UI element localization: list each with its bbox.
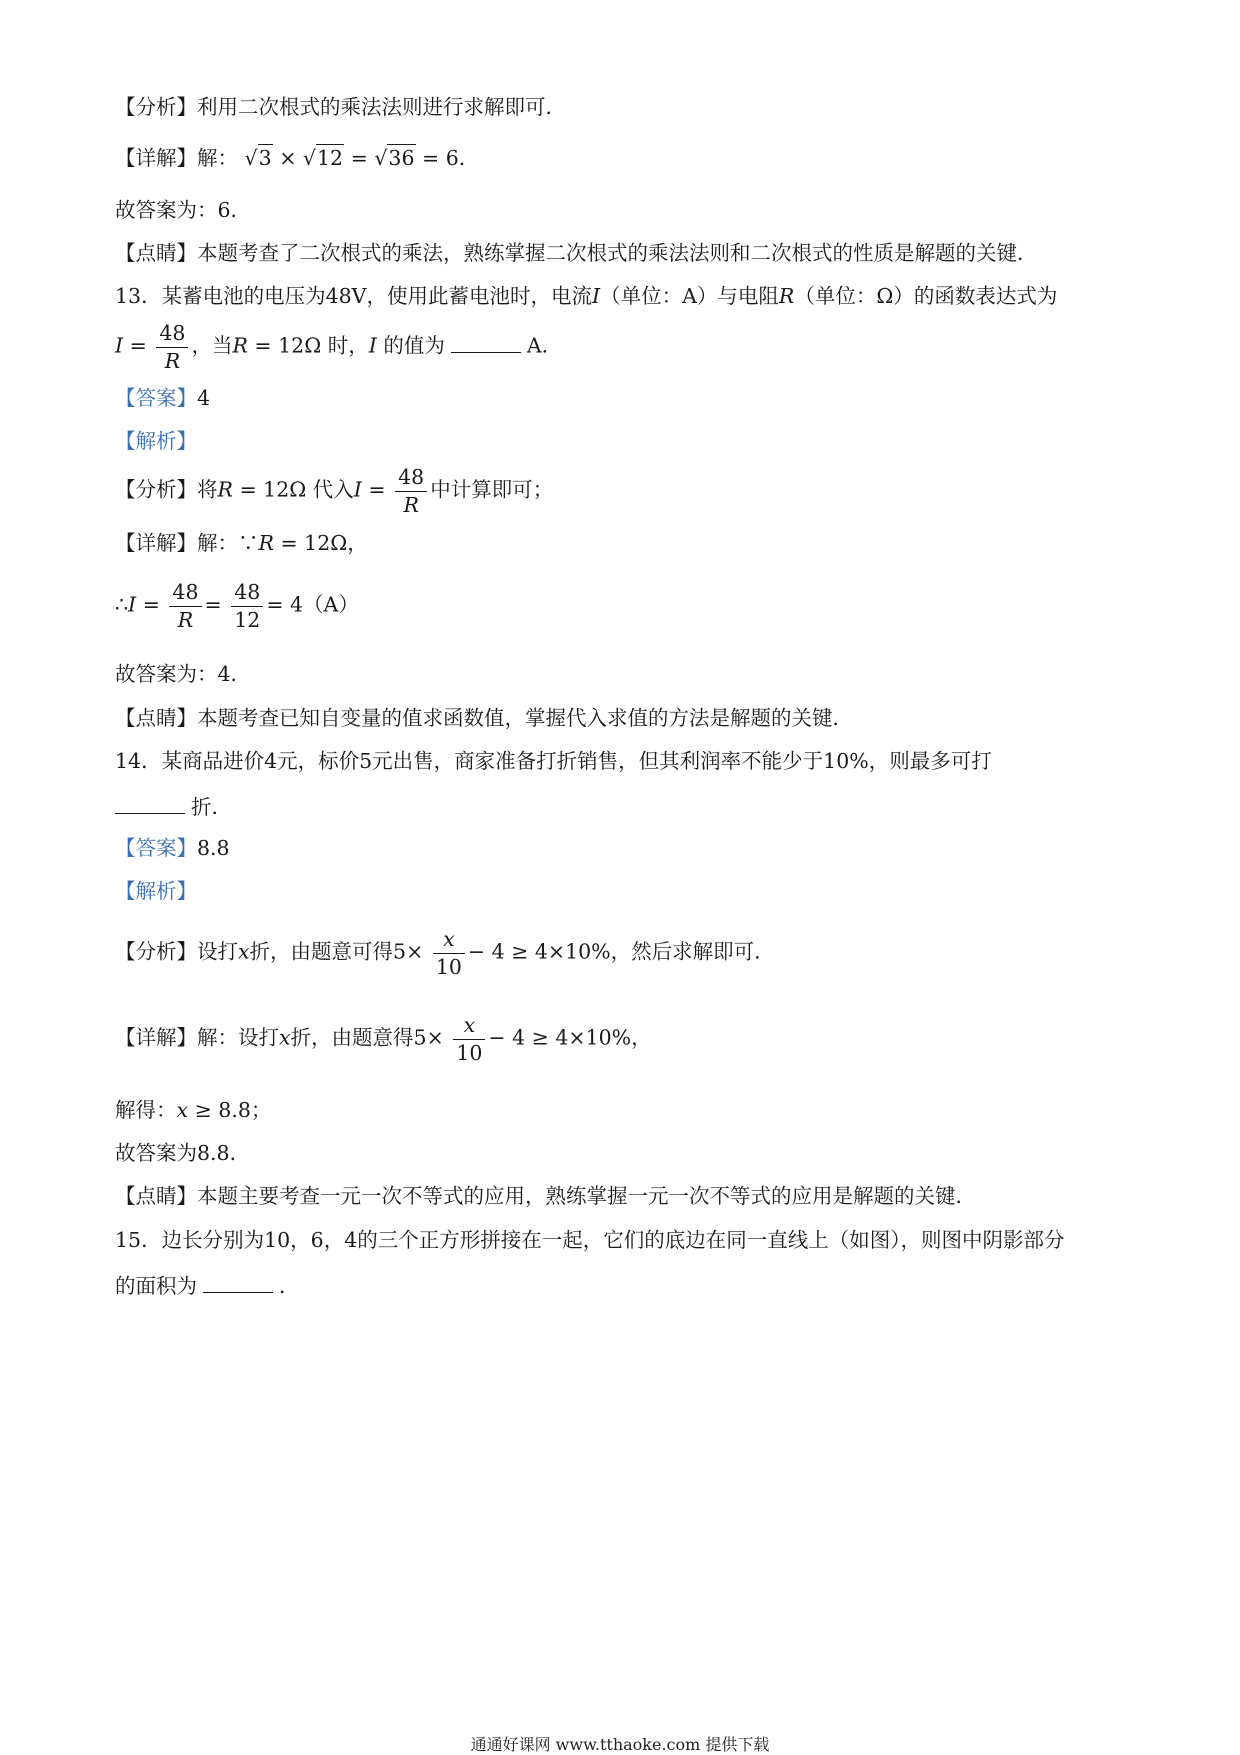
section-tag: 【详解】 — [115, 531, 197, 555]
section-tag: 【详解】 — [115, 146, 197, 170]
answer-tag: 【答案】 — [115, 836, 197, 860]
calculation-line-13: ∴I = $\frac{48}{R}$ = $\frac{48}{12}$ = 4（A） — [115, 580, 359, 632]
answer-line-12: 故答案为：6． — [115, 198, 252, 222]
answer-tag: 【答案】 — [115, 386, 197, 410]
fraction: $\frac{48}{R}$ — [156, 322, 188, 372]
answer-blank — [115, 795, 185, 814]
comment-line-13: 【点睛】本题考查已知自变量的值求函数值，掌握代入求值的方法是解题的关键． — [115, 706, 853, 730]
question-14-line-2: 折． — [115, 795, 232, 818]
analysis-line-14: 【分析】设打x折，由题意可得5× $\frac{x}{10}$ − 4 ≥ 4×10%，然后求解即可． — [115, 927, 775, 979]
fraction: $\frac{x}{10}$ — [433, 928, 465, 978]
comment-line-14: 【点睛】本题主要考查一元一次不等式的应用，熟练掌握一元一次不等式的应用是解题的关键． — [115, 1184, 976, 1208]
analysis-line-12: 【分析】利用二次根式的乘法法则进行求解即可． — [115, 95, 566, 119]
answer-line-14: 故答案为8.8． — [115, 1141, 251, 1165]
section-tag: 【点睛】 — [115, 706, 197, 730]
section-tag: 【分析】 — [115, 477, 197, 502]
fraction: $\frac{x}{10}$ — [453, 1014, 485, 1064]
solution-tag: 【解析】 — [115, 429, 197, 453]
sqrt-expression: √12 — [302, 146, 344, 170]
section-tag: 【点睛】 — [115, 241, 197, 265]
answer-14: 【答案】8.8 — [115, 836, 230, 860]
question-13-line-2: I = $\frac{48}{R}$ ，当R = 12Ω 时，I 的值为 A． — [115, 321, 563, 373]
sqrt-expression: √3 — [244, 146, 272, 170]
section-tag: 【分析】 — [115, 939, 197, 964]
page-footer: 通通好课网 www.tthaoke.com 提供下载 — [470, 1735, 770, 1754]
answer-blank — [451, 334, 521, 353]
result-line-14: 解得：x ≥ 8.8； — [115, 1098, 272, 1122]
fraction: $\frac{48}{R}$ — [169, 581, 201, 631]
question-14-line-1: 14．某商品进价4元，标价5元出售，商家准备打折销售，但其利润率不能少于10%，则最多可打 — [115, 749, 992, 773]
fraction: $\frac{48}{12}$ — [231, 581, 263, 631]
question-13-line-1: 13．某蓄电池的电压为48V，使用此蓄电池时，电流I（单位：A）与电阻R（单位：Ω）的函数表达式为 — [115, 284, 1058, 308]
analysis-line-13: 【分析】将R = 12Ω 代入I = $\frac{48}{R}$ 中计算即可； — [115, 465, 554, 517]
section-tag: 【分析】 — [115, 95, 197, 119]
answer-blank — [203, 1274, 273, 1293]
answer-13: 【答案】4 — [115, 386, 211, 410]
solution-tag: 【解析】 — [115, 879, 197, 903]
fraction: $\frac{48}{R}$ — [395, 466, 427, 516]
question-15-line-1: 15．边长分别为10，6，4的三个正方形拼接在一起，它们的底边在同一直线上（如图），则图中阴影部分 — [115, 1228, 1065, 1252]
detail-line-13: 【详解】解：∵R = 12Ω， — [115, 531, 368, 555]
solution-header-13 — [115, 431, 197, 452]
answer-line-13: 故答案为：4． — [115, 662, 252, 686]
question-15-line-2: 的面积为 ． — [115, 1274, 300, 1298]
section-tag: 【点睛】 — [115, 1184, 197, 1208]
solution-header-14 — [115, 881, 197, 902]
detail-line-14: 【详解】解：设打x折，由题意得5× $\frac{x}{10}$ − 4 ≥ 4×10%， — [115, 1013, 652, 1065]
sqrt-expression: √36 — [374, 146, 415, 170]
section-tag: 【详解】 — [115, 1025, 197, 1050]
comment-line-12: 【点睛】本题考查了二次根式的乘法，熟练掌握二次根式的乘法法则和二次根式的性质是解题的关键． — [115, 241, 1038, 265]
detail-line-12: 【详解】解： √3 × √12 = √36 = 6． — [115, 146, 480, 170]
